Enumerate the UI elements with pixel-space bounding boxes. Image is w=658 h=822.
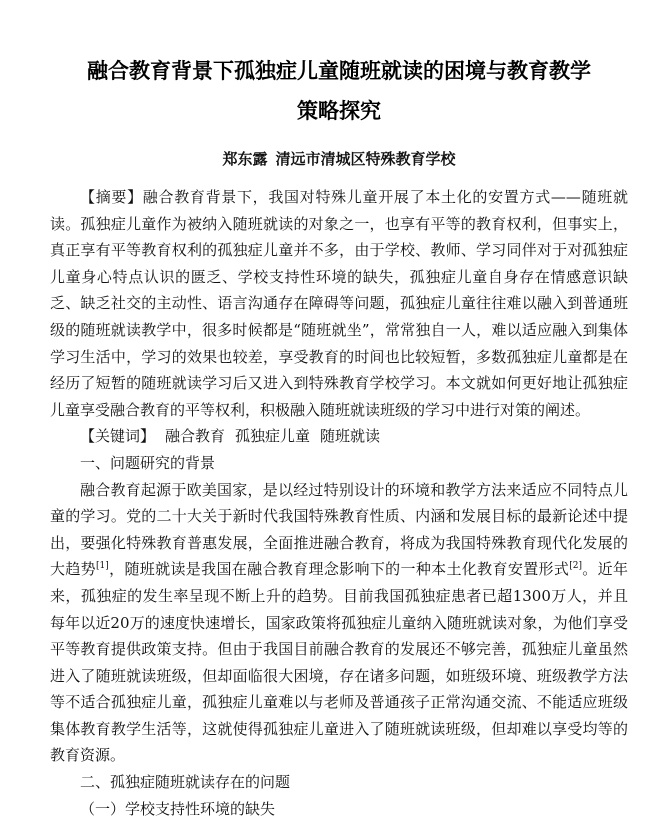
keywords-paragraph [50, 423, 628, 450]
author-name: 郑东露 [222, 150, 268, 168]
abstract-label: 【摘要】 [80, 188, 143, 206]
title-line-1: 融合教育背景下孤独症儿童随班就读的困境与教育教学 [87, 58, 591, 83]
section-1-text-b: ，随班就读是我国在融合教育理念影响下的一种本土化教育安置形式 [108, 560, 570, 579]
section-1-text-c: 。近年来，孤独症的发生率呈现不断上升的趋势。目前我国孤独症患者已超1300万人，并且每年以近20万的速度快速增长，国家政策将孤独症儿童纳入随班就读对象，为他们享受平等教育提供政策支持。但由于我国目前融合教育的发展还不够完善，孤独症儿童虽然进入了随班就读班级，但却面临很大困境，存在诸多问题，如班级环境、班级教学方法等不适合孤独症儿童，孤独症儿童难以与老师及普通孩子正常沟通交流、不能适应班级集体教育教学生活等，这就使得孤独症儿童进入了随班就读班级，但却难以享受均等的教育资源。 [50, 560, 628, 765]
section-2-heading: 二、孤独症随班就读存在的问题 [80, 773, 291, 792]
keyword-3: 随班就读 [320, 427, 381, 446]
author-line [50, 149, 628, 169]
section-1-text-a: 融合教育起源于欧美国家，是以经过特别设计的环境和教学方法来适应不同特点儿童的学习。党的二十大关于新时代我国特殊教育性质、内涵和发展目标的最新论述中提出，要强化特殊教育普惠发展，全面推进融合教育，将成为我国特殊教育现代化发展的大趋势 [50, 480, 628, 579]
section-1-heading: 一、问题研究的背景 [80, 453, 216, 472]
keyword-1: 融合教育 [165, 427, 226, 446]
author-affiliation: 清远市清城区特殊教育学校 [275, 150, 456, 168]
section-1-paragraph [50, 477, 628, 770]
citation-1: [1] [96, 561, 109, 572]
abstract-text: 融合教育背景下，我国对特殊儿童开展了本土化的安置方式——随班就读。孤独症儿童作为被纳入随班就读的对象之一，也享有平等的教育权利，但事实上，真正享有平等教育权利的孤独症儿童并不多，由于学校、教师、学习同伴对于对孤独症儿童身心特点认识的匮乏、学校支持性环境的缺失，孤独症儿童自身存在情感意识缺乏、缺乏社交的主动性、语言沟通存在障碍等问题，孤独症儿童往往难以融入到普通班级的随班就读教学中，很多时候都是“随班就坐”，常常独自一人，难以适应融入到集体学习生活中，学习的效果也较差，享受教育的时间也比较短暂，多数孤独症儿童都是在经历了短暂的随班就读学习后又进入到特殊教育学校学习。本文就如何更好地让孤独症儿童享受融合教育的平等权利，积极融入随班就读班级的学习中进行对策的阐述。 [50, 188, 628, 419]
abstract-paragraph [50, 184, 628, 423]
paper-title [50, 0, 628, 129]
keywords-label: 【关键词】 [80, 427, 156, 446]
citation-2: [2] [569, 561, 582, 572]
keyword-2: 孤独症儿童 [235, 427, 311, 446]
title-line-2: 策略探究 [297, 98, 381, 123]
subsection-1-heading: （一）学校支持性环境的缺失 [80, 799, 276, 818]
